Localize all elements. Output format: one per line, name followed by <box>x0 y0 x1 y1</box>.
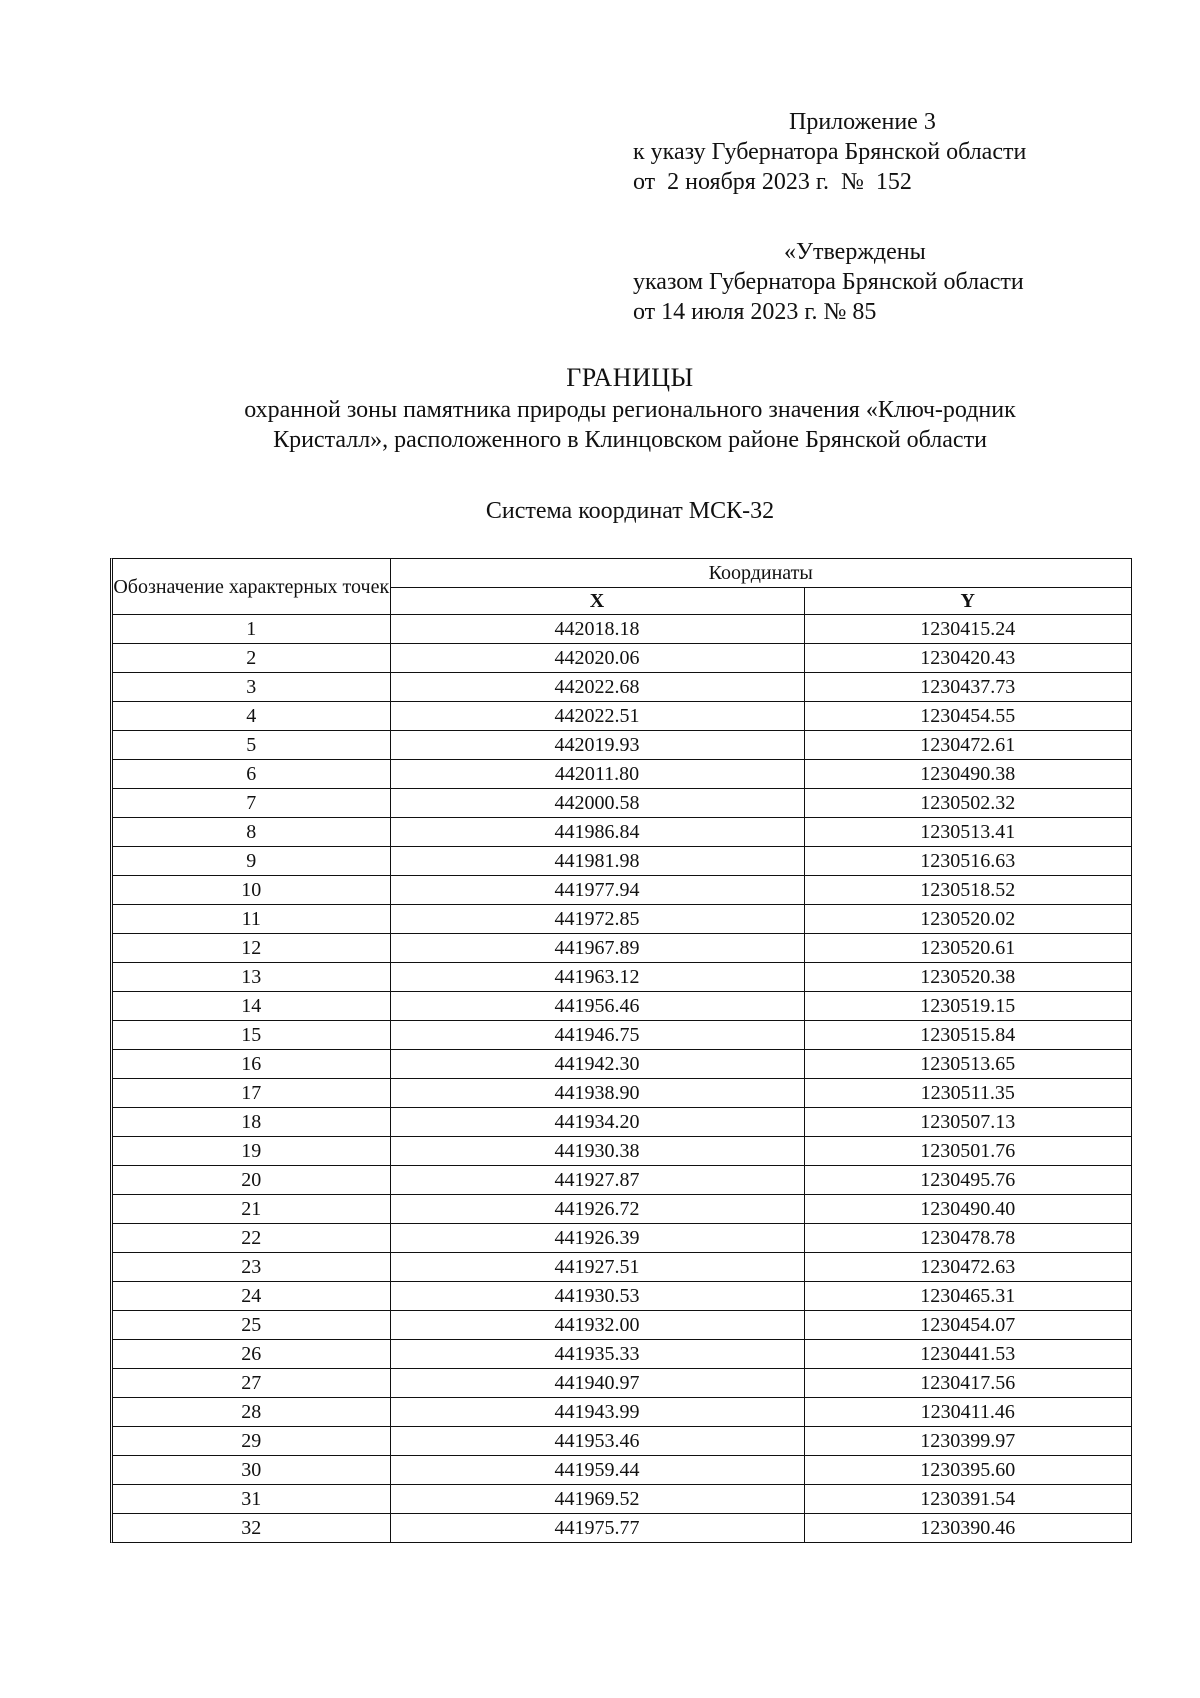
point-number-cell: 31 <box>113 1485 390 1514</box>
y-coordinate-cell: 1230441.53 <box>804 1340 1131 1369</box>
point-number-cell: 10 <box>113 876 390 905</box>
document-title-block <box>0 363 1200 455</box>
table-row <box>113 1369 1131 1398</box>
y-coordinate-cell: 1230495.76 <box>804 1166 1131 1195</box>
point-number-cell: 30 <box>113 1456 390 1485</box>
table-row <box>113 1050 1131 1079</box>
x-coordinate-cell: 441932.00 <box>390 1311 804 1340</box>
x-coordinate-cell: 441938.90 <box>390 1079 804 1108</box>
x-coordinate-cell: 441959.44 <box>390 1456 804 1485</box>
table-row <box>113 1021 1131 1050</box>
y-coordinate-cell: 1230415.24 <box>804 615 1131 644</box>
y-coordinate-cell: 1230490.38 <box>804 760 1131 789</box>
table-row <box>113 760 1131 789</box>
point-number-cell: 2 <box>113 644 390 673</box>
x-coordinate-cell: 441981.98 <box>390 847 804 876</box>
table-row <box>113 1514 1131 1543</box>
approval-decree: указом Губернатора Брянской области <box>633 269 1024 295</box>
x-coordinate-cell: 441967.89 <box>390 934 804 963</box>
point-number-cell: 19 <box>113 1137 390 1166</box>
y-coordinate-cell: 1230454.55 <box>804 702 1131 731</box>
x-coordinate-cell: 441927.51 <box>390 1253 804 1282</box>
point-number-cell: 3 <box>113 673 390 702</box>
x-coordinate-cell: 442011.80 <box>390 760 804 789</box>
table-row <box>113 1427 1131 1456</box>
point-number-cell: 32 <box>113 1514 390 1543</box>
table-row <box>113 1485 1131 1514</box>
x-coordinate-cell: 441953.46 <box>390 1427 804 1456</box>
approval-date: от 14 июля 2023 г. № 85 <box>633 299 877 325</box>
table-row <box>113 1108 1131 1137</box>
point-number-cell: 6 <box>113 760 390 789</box>
table-row <box>113 702 1131 731</box>
x-coordinate-cell: 441963.12 <box>390 963 804 992</box>
y-coordinate-cell: 1230395.60 <box>804 1456 1131 1485</box>
appendix-reference <box>633 107 1026 197</box>
x-coordinate-cell: 441927.87 <box>390 1166 804 1195</box>
table-row <box>113 934 1131 963</box>
y-coordinate-cell: 1230507.13 <box>804 1108 1131 1137</box>
y-coordinate-cell: 1230420.43 <box>804 644 1131 673</box>
x-coordinate-cell: 442000.58 <box>390 789 804 818</box>
y-coordinate-cell: 1230472.61 <box>804 731 1131 760</box>
y-coordinate-cell: 1230465.31 <box>804 1282 1131 1311</box>
table-row <box>113 644 1131 673</box>
point-number-cell: 9 <box>113 847 390 876</box>
x-coordinate-cell: 441986.84 <box>390 818 804 847</box>
x-coordinate-cell: 442018.18 <box>390 615 804 644</box>
point-number-cell: 26 <box>113 1340 390 1369</box>
point-number-cell: 7 <box>113 789 390 818</box>
point-number-cell: 11 <box>113 905 390 934</box>
appendix-date: от 2 ноября 2023 г. № 152 <box>633 169 912 195</box>
y-coordinate-cell: 1230411.46 <box>804 1398 1131 1427</box>
point-number-cell: 25 <box>113 1311 390 1340</box>
document-title: ГРАНИЦЫ <box>566 363 694 392</box>
point-number-cell: 13 <box>113 963 390 992</box>
point-number-cell: 21 <box>113 1195 390 1224</box>
table-row <box>113 847 1131 876</box>
table-row <box>113 1137 1131 1166</box>
table-row <box>113 1340 1131 1369</box>
x-coordinate-cell: 441975.77 <box>390 1514 804 1543</box>
x-coordinate-cell: 441934.20 <box>390 1108 804 1137</box>
table-row <box>113 1224 1131 1253</box>
y-coordinate-cell: 1230513.65 <box>804 1050 1131 1079</box>
x-coordinate-cell: 441977.94 <box>390 876 804 905</box>
y-coordinate-cell: 1230511.35 <box>804 1079 1131 1108</box>
y-coordinate-cell: 1230519.15 <box>804 992 1131 1021</box>
table-row <box>113 1282 1131 1311</box>
table-row <box>113 1079 1131 1108</box>
x-coordinate-cell: 441935.33 <box>390 1340 804 1369</box>
y-coordinate-cell: 1230454.07 <box>804 1311 1131 1340</box>
table-row <box>113 1456 1131 1485</box>
point-number-cell: 16 <box>113 1050 390 1079</box>
table-row <box>113 963 1131 992</box>
x-header: X <box>390 588 804 615</box>
y-coordinate-cell: 1230518.52 <box>804 876 1131 905</box>
y-coordinate-cell: 1230515.84 <box>804 1021 1131 1050</box>
point-number-cell: 4 <box>113 702 390 731</box>
y-coordinate-cell: 1230399.97 <box>804 1427 1131 1456</box>
point-number-cell: 22 <box>113 1224 390 1253</box>
table-row <box>113 731 1131 760</box>
coordinates-table-frame <box>110 558 1132 1543</box>
y-coordinate-cell: 1230478.78 <box>804 1224 1131 1253</box>
point-number-cell: 23 <box>113 1253 390 1282</box>
y-coordinate-cell: 1230513.41 <box>804 818 1131 847</box>
y-coordinate-cell: 1230516.63 <box>804 847 1131 876</box>
appendix-number: Приложение 3 <box>789 109 936 135</box>
point-header: Обозначение характерных точек <box>113 559 390 615</box>
x-coordinate-cell: 441946.75 <box>390 1021 804 1050</box>
coordinate-system-label: Система координат МСК-32 <box>485 498 775 524</box>
y-coordinate-cell: 1230520.38 <box>804 963 1131 992</box>
table-row <box>113 1311 1131 1340</box>
x-coordinate-cell: 442022.51 <box>390 702 804 731</box>
point-number-cell: 27 <box>113 1369 390 1398</box>
point-number-cell: 17 <box>113 1079 390 1108</box>
y-coordinate-cell: 1230520.61 <box>804 934 1131 963</box>
point-number-cell: 24 <box>113 1282 390 1311</box>
table-row <box>113 992 1131 1021</box>
x-coordinate-cell: 441956.46 <box>390 992 804 1021</box>
x-coordinate-cell: 442022.68 <box>390 673 804 702</box>
table-row <box>113 905 1131 934</box>
point-number-cell: 20 <box>113 1166 390 1195</box>
y-coordinate-cell: 1230437.73 <box>804 673 1131 702</box>
x-coordinate-cell: 441972.85 <box>390 905 804 934</box>
point-number-cell: 1 <box>113 615 390 644</box>
table-row <box>113 615 1131 644</box>
y-coordinate-cell: 1230490.40 <box>804 1195 1131 1224</box>
approval-word: «Утверждены <box>784 239 926 265</box>
x-coordinate-cell: 441930.38 <box>390 1137 804 1166</box>
y-header: Y <box>804 588 1131 615</box>
x-coordinate-cell: 441926.72 <box>390 1195 804 1224</box>
y-coordinate-cell: 1230520.02 <box>804 905 1131 934</box>
y-coordinate-cell: 1230472.63 <box>804 1253 1131 1282</box>
table-row <box>113 1195 1131 1224</box>
point-number-cell: 5 <box>113 731 390 760</box>
appendix-decree: к указу Губернатора Брянской области <box>633 139 1027 165</box>
x-coordinate-cell: 441930.53 <box>390 1282 804 1311</box>
point-number-cell: 18 <box>113 1108 390 1137</box>
document-subtitle-line-1: охранной зоны памятника природы регионального значения «Ключ-родник <box>244 397 1016 423</box>
y-coordinate-cell: 1230390.46 <box>804 1514 1131 1543</box>
point-number-cell: 15 <box>113 1021 390 1050</box>
x-coordinate-cell: 441942.30 <box>390 1050 804 1079</box>
coordinates-table <box>113 559 1131 1542</box>
x-coordinate-cell: 441926.39 <box>390 1224 804 1253</box>
table-row <box>113 876 1131 905</box>
table-row <box>113 1166 1131 1195</box>
table-row <box>113 818 1131 847</box>
point-number-cell: 12 <box>113 934 390 963</box>
point-number-cell: 29 <box>113 1427 390 1456</box>
x-coordinate-cell: 442019.93 <box>390 731 804 760</box>
point-number-cell: 8 <box>113 818 390 847</box>
table-row <box>113 1253 1131 1282</box>
x-coordinate-cell: 442020.06 <box>390 644 804 673</box>
point-number-cell: 14 <box>113 992 390 1021</box>
y-coordinate-cell: 1230417.56 <box>804 1369 1131 1398</box>
y-coordinate-cell: 1230501.76 <box>804 1137 1131 1166</box>
approval-reference <box>633 237 1024 327</box>
coordinates-table-body <box>113 615 1131 1543</box>
x-coordinate-cell: 441969.52 <box>390 1485 804 1514</box>
point-number-cell: 28 <box>113 1398 390 1427</box>
x-coordinate-cell: 441940.97 <box>390 1369 804 1398</box>
y-coordinate-cell: 1230502.32 <box>804 789 1131 818</box>
table-row <box>113 789 1131 818</box>
table-row <box>113 1398 1131 1427</box>
table-row <box>113 673 1131 702</box>
y-coordinate-cell: 1230391.54 <box>804 1485 1131 1514</box>
document-subtitle-line-2: Кристалл», расположенного в Клинцовском районе Брянской области <box>273 427 987 453</box>
coordinates-header: Координаты <box>390 559 1131 588</box>
x-coordinate-cell: 441943.99 <box>390 1398 804 1427</box>
